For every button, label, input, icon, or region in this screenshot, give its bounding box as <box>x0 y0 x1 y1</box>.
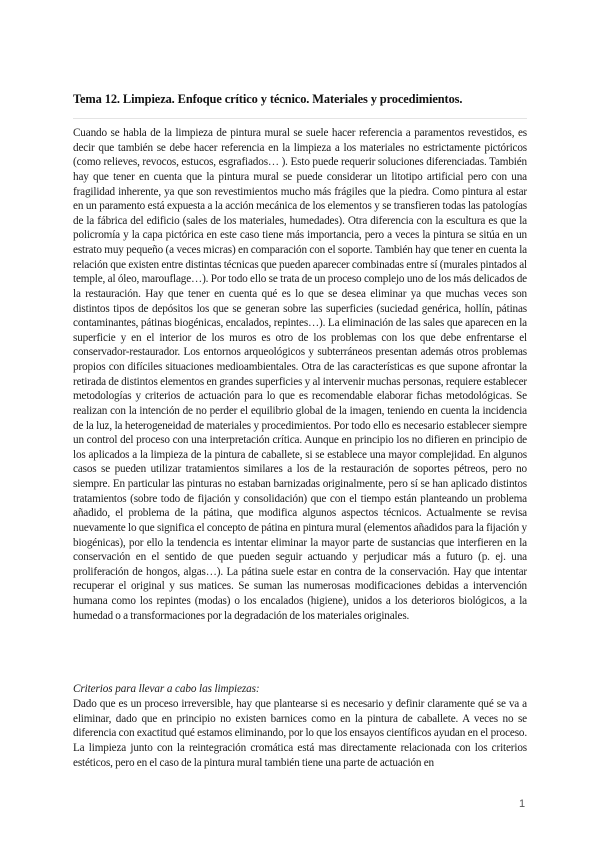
section-subheading: Criterios para llevar a cabo las limpiezas: <box>73 683 260 695</box>
page-number: 1 <box>519 798 526 810</box>
paragraph-criteria: Dado que es un proceso irreversible, hay que plantearse si es necesario y definir claramente qué se va a eliminar, dado que en principio no existen barnices como en la pintura de caballete. A veces no se diferencia con exactitud qué estamos eliminando, por lo que los ensayos científicos ayudan en el proceso. La limpieza junto con la reintegración cromática está mas directamente relacionada con los criterios estéticos, pero en el caso de la pintura mural también tiene una parte de actuación en <box>73 698 527 769</box>
paragraph-intro: Cuando se habla de la limpieza de pintura mural se suele hacer referencia a paramentos revestidos, es decir que también se debe hacer referencia en la limpieza a los materiales no estrictamente pictóricos (como relieves, revocos, estucos, esgrafiados… ). Esto puede requerir soluciones diferenciadas. También hay que tener en cuenta que la pintura mural se puede considerar un litotipo artificial pero con una fragilidad inherente, ya que son revestimientos mucho más frágiles que la piedra. Como pintura al estar en un paramento está expuesta a la acción mecánica de los elementos y se transfieren todas las patologías de la fábrica del edificio (sales de los materiales, humedades). Otra diferencia con la escultura es que la policromía y la capa pictórica en este caso tiene más importancia, pero a veces la pintura se sitúa en un estrato muy pequeño (a veces micras) en comparación con el soporte. También hay que tener en cuenta la relación que existen entre distintas técnicas que pueden aparecer combinadas entre sí (murales pintados al temple, al óleo, marouflage…). Por todo ello se trata de un proceso complejo uno de los más delicados de la restauración. Hay que tener en cuenta qué es lo que se desea eliminar ya que muchas veces son distintos tipos de depósitos los que se generan sobre las superficies (suciedad genérica, hollín, pátinas contaminantes, pátinas biogénicas, encalados, repintes…). La eliminación de las sales que aparecen en la superficie y en el interior de los muros es otro de los problemas con los que debe enfrentarse el conservador-restaurador. Los entornos arqueológicos y subterráneos presentan además otros problemas propios con difíciles situaciones medioambientales. Otra de las características es que supone afrontar la retirada de distintos elementos en grandes superficies y al intervenir muchas personas, requiere establecer metodologías y criterios de actuación para lo que es recomendable elaborar fichas metodológicas. Se realizan con la intención de no perder el equilibrio global de la imagen, teniendo en cuenta la incidencia de la luz, la heterogeneidad de materiales y procedimientos. Por todo ello es necesario establecer siempre un control del proceso con una interpretación crítica. Aunque en principio los no difieren en principio de los aplicados a la limpieza de la pintura de caballete, si se establece una mayor complejidad. En algunos casos se pueden utilizar tratamientos similares a los de la restauración de soportes pétreos, pero no siempre. En particular las pinturas no estaban barnizadas originalmente, pero sí se han aplicado distintos tratamientos (sobre todo de fijación y consolidación) que con el tiempo están planteando un problema añadido, el problema de la pátina, que modifica algunos aspectos técnicos. Actualmente se revisa nuevamente lo que significa el concepto de pátina en pintura mural (elementos añadidos para la fijación y biogénicas), por ello la tendencia es intentar eliminar la mayor parte de sustancias que interfieren en la conservación en el sentido de que pueden seguir actuando y perjudicar más a futuro (p. ej. una proliferación de hongos, algas…). La pátina suele estar en contra de la conservación. Hay que intentar recuperar el original y sus matices. Se suman las numerosas modificaciones debidas a intervención humana como los repintes (modas) o los encalados (higiene), unidos a los deterioros biológicos, a la humedad o a transformaciones por la degradación de los materiales originales. <box>73 127 527 622</box>
title-divider <box>73 118 527 119</box>
document-title: Tema 12. Limpieza. Enfoque crítico y técnico. Materiales y procedimientos. <box>73 92 463 106</box>
